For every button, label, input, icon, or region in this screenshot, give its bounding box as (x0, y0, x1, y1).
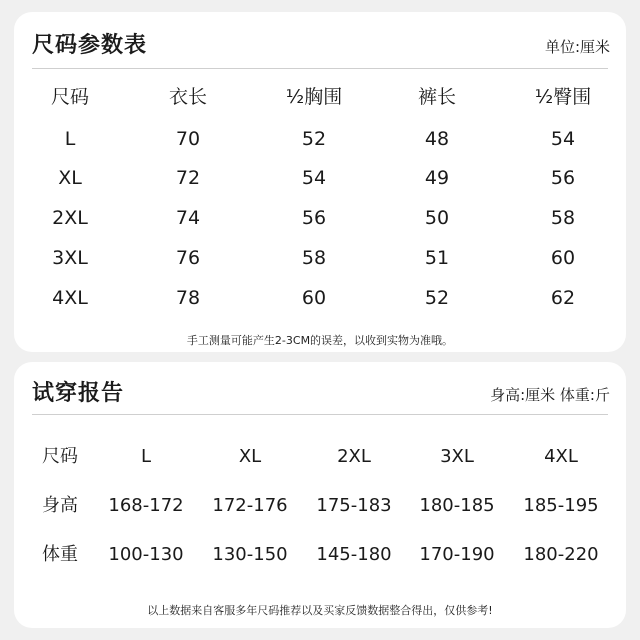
hip-cell: 58 (550, 207, 576, 229)
size-cell: 4XL (52, 287, 88, 309)
length-cell: 70 (175, 128, 201, 150)
size-chart-note: 手工测量可能产生2-3CM的误差，以收到实物为准哦。 (186, 334, 454, 347)
pants-length-cell: 48 (424, 128, 450, 150)
table-row (14, 163, 626, 193)
header-half-hip: ½臀围 (534, 86, 592, 108)
height-cell: 175-183 (316, 495, 392, 516)
pants-length-cell: 49 (424, 167, 450, 189)
pants-length-cell: 51 (424, 247, 450, 269)
hip-cell: 62 (550, 287, 576, 309)
weight-cell: 130-150 (212, 544, 288, 565)
size-cell: 3XL (52, 247, 88, 269)
size-cell: XL (58, 167, 82, 189)
length-cell: 78 (175, 287, 201, 309)
size-chart-unit: 单位:厘米 (544, 38, 610, 56)
length-cell: 76 (175, 247, 201, 269)
chest-cell: 52 (301, 128, 327, 150)
height-cell: 172-176 (212, 495, 288, 516)
height-cell: 168-172 (108, 495, 184, 516)
size-cell: 3XL (440, 446, 474, 467)
size-cell: L (64, 128, 76, 150)
table-row (14, 540, 626, 570)
size-cell: L (140, 446, 152, 467)
hip-cell: 60 (550, 247, 576, 269)
header-size: 尺码 (50, 86, 89, 108)
height-cell: 185-195 (523, 495, 599, 516)
size-chart-card (14, 12, 626, 352)
fit-report-card (14, 362, 626, 628)
fit-report-note: 以上数据来自客服多年尺码推荐以及买家反馈数据整合得出，仅供参考! (147, 604, 493, 617)
table-row (14, 442, 626, 472)
weight-cell: 170-190 (419, 544, 495, 565)
table-row (14, 243, 626, 273)
chest-cell: 60 (301, 287, 327, 309)
row-label: 体重 (42, 544, 78, 565)
weight-cell: 145-180 (316, 544, 392, 565)
hip-cell: 56 (550, 167, 576, 189)
hip-cell: 54 (550, 128, 576, 150)
row-label: 尺码 (42, 446, 78, 467)
fit-report-title: 试穿报告 (32, 381, 125, 406)
table-row (14, 203, 626, 233)
length-cell: 74 (175, 207, 201, 229)
header-half-chest: ½胸围 (285, 86, 343, 108)
row-label: 身高 (42, 495, 78, 516)
weight-cell: 100-130 (108, 544, 184, 565)
size-cell: 2XL (52, 207, 88, 229)
table-row (14, 124, 626, 154)
pants-length-cell: 50 (424, 207, 450, 229)
length-cell: 72 (175, 167, 201, 189)
size-chart-divider (32, 68, 608, 69)
chest-cell: 54 (301, 167, 327, 189)
fit-report-divider (32, 414, 608, 415)
weight-cell: 180-220 (523, 544, 599, 565)
size-cell: 2XL (337, 446, 371, 467)
height-cell: 180-185 (419, 495, 495, 516)
size-cell: XL (238, 446, 262, 467)
size-chart-title: 尺码参数表 (32, 33, 148, 58)
header-pants-length: 裤长 (417, 86, 456, 108)
pants-length-cell: 52 (424, 287, 450, 309)
table-row (14, 491, 626, 521)
table-row (14, 283, 626, 313)
header-length: 衣长 (168, 86, 207, 108)
size-cell: 4XL (544, 446, 578, 467)
fit-report-unit: 身高:厘米 体重:斤 (490, 386, 610, 404)
size-chart-header-row (14, 82, 626, 112)
chest-cell: 58 (301, 247, 327, 269)
chest-cell: 56 (301, 207, 327, 229)
